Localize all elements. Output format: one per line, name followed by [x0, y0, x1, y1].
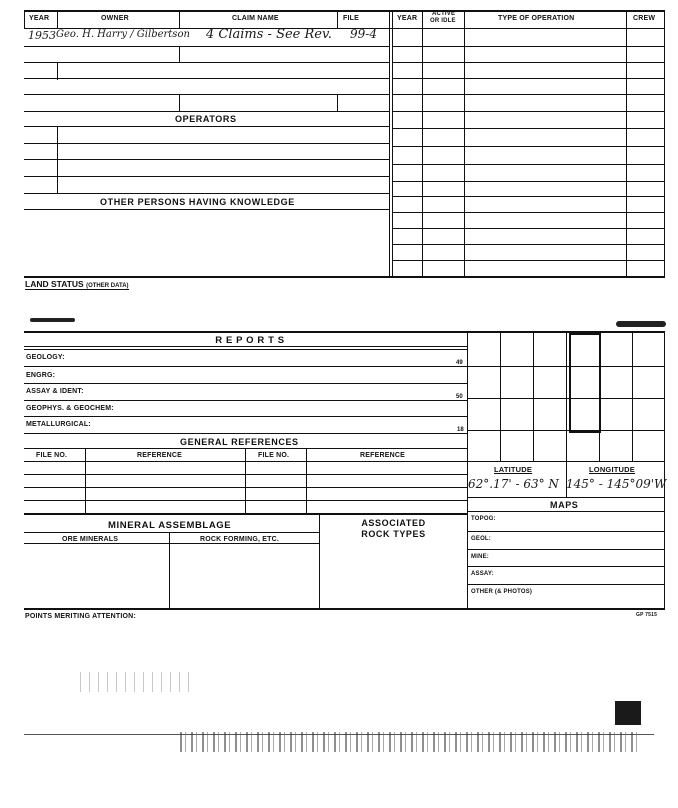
- operators-label: OPERATORS: [175, 114, 237, 124]
- row-line: [24, 433, 467, 434]
- gr-col-file-no-2: FILE NO.: [258, 452, 290, 459]
- row-line: [392, 196, 664, 197]
- row-line: [24, 159, 389, 160]
- col-claim-name: CLAIM NAME: [232, 15, 279, 22]
- land-status-label: LAND STATUS: [25, 279, 84, 289]
- col-year: YEAR: [29, 15, 50, 22]
- row-line: [392, 228, 664, 229]
- maps-title: MAPS: [550, 500, 579, 510]
- maps-assay: ASSAY:: [471, 571, 494, 577]
- divider: [500, 331, 501, 461]
- gr-col-reference-1: REFERENCE: [137, 452, 182, 459]
- report-geology: GEOLOGY:: [26, 354, 65, 361]
- divider: [422, 28, 423, 276]
- maps-other: OTHER (& PHOTOS): [471, 589, 533, 595]
- entry-file: 99-4: [350, 27, 377, 41]
- col-year-right: YEAR: [397, 15, 418, 22]
- row-line: [24, 366, 467, 367]
- right-edge: [664, 10, 665, 278]
- rock-types-label: ROCK TYPES: [361, 529, 426, 539]
- left-edge: [24, 10, 25, 28]
- row-line: [392, 260, 664, 261]
- maps-topog: TOPOG:: [471, 516, 496, 522]
- col-active: ACTIVE: [432, 11, 456, 17]
- top-form-bottom-border: [24, 276, 665, 278]
- maps-geol: GEOL:: [471, 536, 491, 542]
- row-line: [24, 513, 467, 515]
- row-line: [24, 543, 320, 544]
- row-line: [467, 511, 664, 512]
- row-line: [24, 143, 389, 144]
- row-line: [392, 94, 664, 95]
- scan-noise-band: [180, 732, 640, 752]
- general-references-title: GENERAL REFERENCES: [180, 437, 299, 447]
- divider: [57, 126, 58, 193]
- row-line: [24, 62, 389, 63]
- row-line: [467, 549, 664, 550]
- row-line: [24, 346, 467, 347]
- row-line: [467, 566, 664, 567]
- row-line: [467, 366, 664, 367]
- row-line: [392, 46, 664, 47]
- entry-owner: Geo. H. Harry / Gilbertson: [56, 29, 190, 40]
- row-line: [24, 383, 467, 384]
- row-line: [24, 209, 389, 210]
- divider: [179, 94, 180, 111]
- row-line: [24, 532, 320, 533]
- divider: [566, 331, 567, 461]
- divider: [319, 515, 320, 609]
- row-line: [392, 128, 664, 129]
- latitude-value: 62°.17' - 63° N: [468, 477, 559, 491]
- divider: [533, 331, 534, 461]
- row-line: [24, 400, 467, 401]
- row-line: [24, 94, 389, 95]
- divider: [467, 331, 468, 609]
- points-meriting-attention-label: POINTS MERITING ATTENTION:: [25, 613, 136, 620]
- col-or-idle: OR IDLE: [430, 18, 456, 24]
- divider: [337, 94, 338, 111]
- divider: [626, 28, 627, 276]
- row-line: [392, 146, 664, 147]
- longitude-label: LONGITUDE: [589, 465, 635, 474]
- top-border: [24, 10, 665, 12]
- scan-speckle: [80, 672, 190, 692]
- col-file: FILE: [343, 15, 359, 22]
- col-owner: OWNER: [101, 15, 129, 22]
- col-crew: CREW: [633, 15, 656, 22]
- row-line: [392, 181, 664, 182]
- entry-claim-name: 4 Claims - See Rev.: [206, 27, 332, 42]
- divider: [422, 10, 423, 28]
- row-line: [24, 46, 389, 47]
- scan-smudge: [616, 321, 666, 327]
- divider: [85, 448, 86, 513]
- row-line: [392, 78, 664, 79]
- row-line: [392, 244, 664, 245]
- report-metallurgical: METALLURGICAL:: [26, 421, 91, 428]
- row-line: [24, 78, 389, 79]
- scan-dark-block: [615, 701, 641, 725]
- report-assay-num: 50: [456, 394, 463, 400]
- row-line: [467, 584, 664, 585]
- row-line: [467, 398, 664, 399]
- latitude-label: LATITUDE: [494, 465, 533, 474]
- divider: [626, 10, 627, 28]
- row-line: [24, 193, 389, 194]
- gr-col-reference-2: REFERENCE: [360, 452, 405, 459]
- row-line: [467, 497, 664, 498]
- divider: [179, 46, 180, 62]
- divider: [664, 331, 665, 609]
- row-line: [24, 349, 467, 350]
- row-line: [392, 212, 664, 213]
- divider: [464, 10, 465, 28]
- divider: [179, 10, 180, 28]
- row-line: [24, 608, 665, 610]
- scan-smudge: [30, 318, 75, 322]
- row-line: [392, 111, 664, 112]
- divider: [57, 62, 58, 80]
- mineral-assemblage-title: MINERAL ASSEMBLAGE: [108, 520, 232, 531]
- row-line: [24, 126, 389, 127]
- row-line: [467, 430, 664, 431]
- grid-highlight-cell: [569, 333, 601, 433]
- longitude-value: 145° - 145°09'W: [566, 477, 667, 491]
- row-line: [24, 111, 389, 112]
- gr-col-file-no-1: FILE NO.: [36, 452, 68, 459]
- form-code: GP 7515: [636, 612, 658, 618]
- entry-year: 1953: [28, 29, 56, 42]
- row-line: [392, 62, 664, 63]
- divider: [245, 448, 246, 513]
- row-line: [24, 416, 467, 417]
- land-status-sub: (OTHER DATA): [86, 283, 129, 289]
- divider: [306, 448, 307, 513]
- row-line: [24, 176, 389, 177]
- divider: [464, 28, 465, 276]
- middle-divider-2: [392, 10, 393, 278]
- report-geophys: GEOPHYS. & GEOCHEM:: [26, 405, 114, 412]
- row-line: [467, 531, 664, 532]
- maps-mine: MINE:: [471, 554, 489, 560]
- other-persons-label: OTHER PERSONS HAVING KNOWLEDGE: [100, 197, 295, 207]
- divider: [632, 331, 633, 461]
- report-assay: ASSAY & IDENT:: [26, 388, 84, 395]
- report-engrg: ENGRG:: [26, 372, 56, 379]
- divider: [57, 10, 58, 28]
- report-metallurgical-num: 18: [457, 427, 464, 433]
- ore-minerals-label: ORE MINERALS: [62, 536, 119, 543]
- rock-forming-label: ROCK FORMING, ETC.: [200, 536, 280, 543]
- divider: [169, 532, 170, 609]
- land-status-heading: [25, 279, 129, 290]
- associated-label: ASSOCIATED: [361, 518, 426, 528]
- report-geology-num: 49: [456, 360, 463, 366]
- col-type-of-operation: TYPE OF OPERATION: [498, 15, 575, 22]
- row-line: [392, 164, 664, 165]
- middle-divider: [389, 10, 390, 278]
- divider: [337, 10, 338, 28]
- reports-title: R E P O R T S: [215, 335, 285, 346]
